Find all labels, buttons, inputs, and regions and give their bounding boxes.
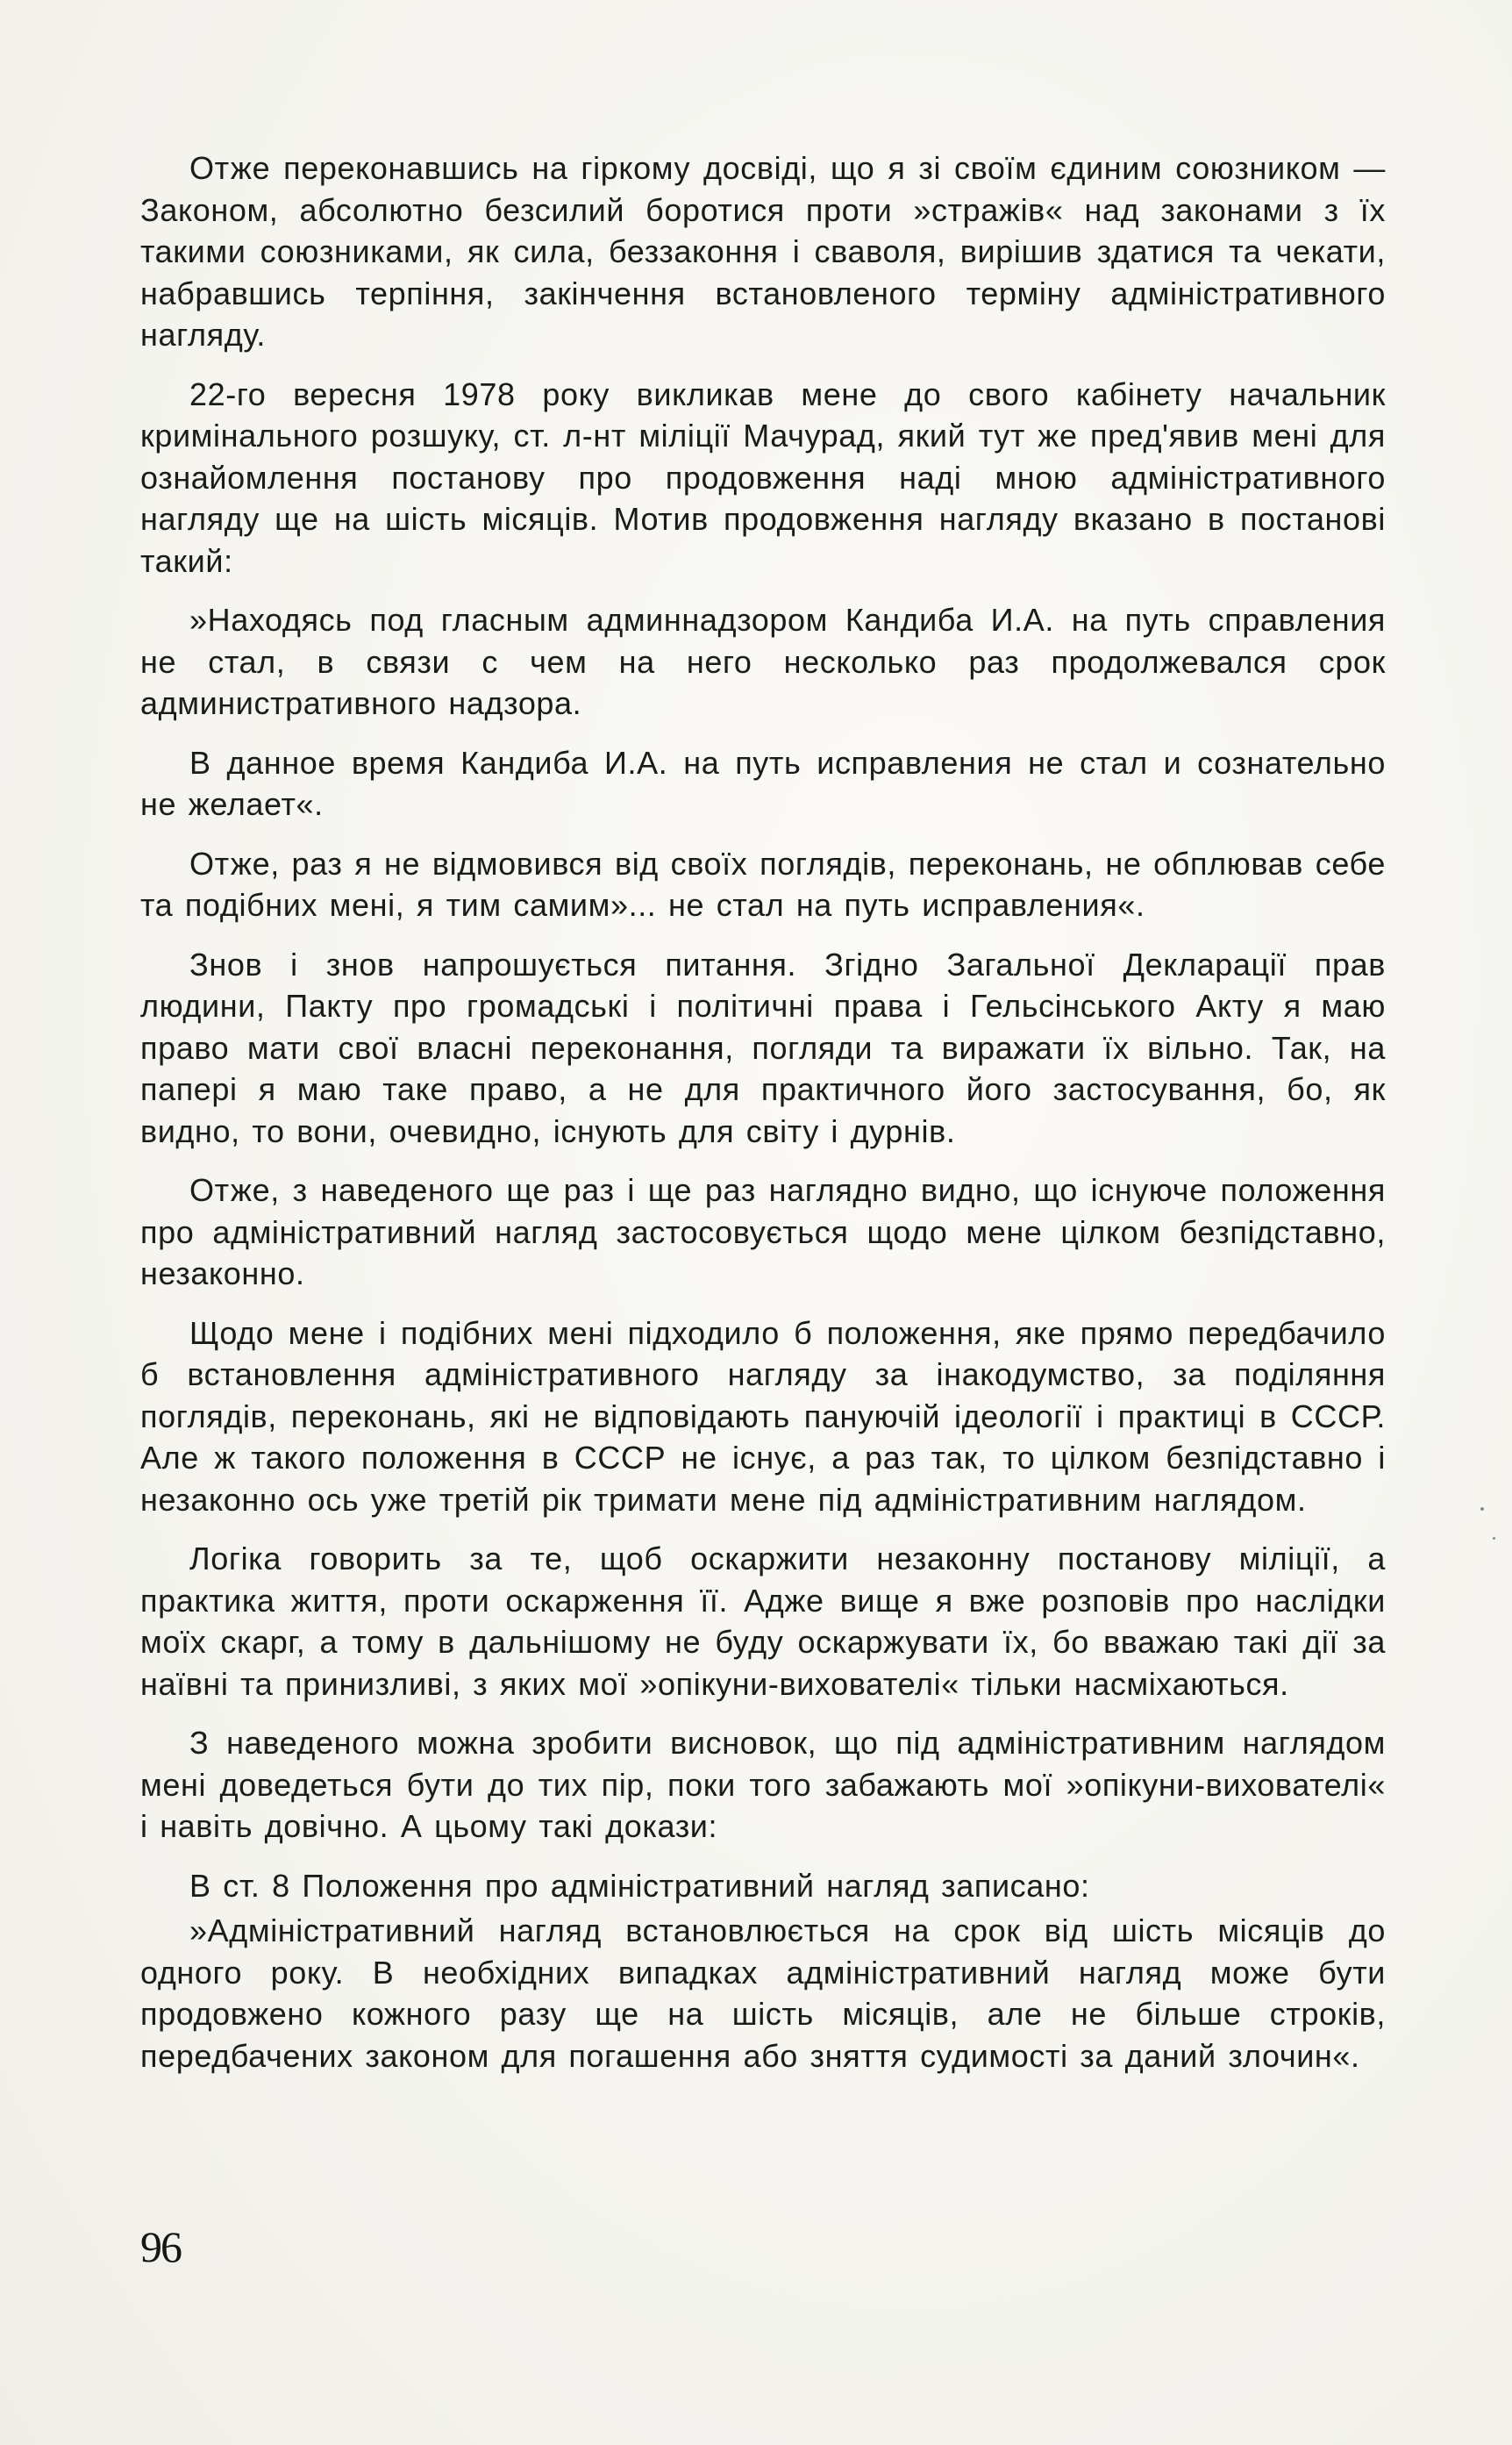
paragraph-5: Отже, з наведеного ще раз і ще раз наглядно видно, що існуюче положення про адміністративний нагляд застосовується щодо мене цілком безпідставно, незаконно. [140, 1172, 1386, 1291]
paragraph-9: В ст. 8 Положення про адміністративний нагляд записано: [189, 1867, 1090, 1904]
paragraph-6: Щодо мене і подібних мені підходило б положення, яке прямо передбачило б встановлення адміністративного нагляду за інакодумство, за поділяння поглядів, переконань, які не відповідають пануючій ідеології і практиці в СССР. Але ж такого положення в СССР не існує, а раз так, то цілком безпідставно і незаконно ось уже третій рік тримати мене під адміністративним наглядом. [140, 1314, 1386, 1518]
paragraph-2: 22-го вересня 1978 року викликав мене до свого кабінету начальник кримінального розшуку, ст. л-нт міліції Мачурад, який тут же пред'явив мені для ознайомлення постанову про продовження наді мною адміністративного нагляду ще на шість місяців. Мотив продовження нагляду вказано в постанові такий: [140, 375, 1386, 579]
scan-speck [1480, 1507, 1484, 1511]
quote-paragraph-2: В данное время Кандиба И.А. на путь исправления не стал и сознательно не желает«. [140, 744, 1386, 822]
body-text [140, 147, 1386, 2094]
paragraph-3: Отже, раз я не відмовився від своїх поглядів, переконань, не обплював себе та подібних мені, я тим самим»... не стал на путь исправления«. [140, 845, 1386, 923]
paragraph-1: Отже переконавшись на гіркому досвіді, що я зі своїм єдиним союзником — Законом, абсолютно безсилий боротися проти »стражів« над законами з їх такими союзниками, як сила, беззаконня і сваволя, вирішив здатися та чекати, набравшись терпіння, закінчення встановленого терміну адміністративного нагляду. [140, 150, 1386, 353]
quote-paragraph-3: »Адміністративний нагляд встановлюється на срок від шість місяців до одного року. В необхідних випадках адміністративний нагляд може бути продовжено кожного разу ще на шість місяців, але не більше строків, передбачених законом для погашення або зняття судимості за даний злочин«. [140, 1912, 1386, 2074]
paragraph-8: З наведеного можна зробити висновок, що під адміністративним наглядом мені доведеться бути до тих пір, поки того забажають мої »опікуни-вихователі« і навіть довічно. А цьому такі докази: [140, 1725, 1386, 1844]
paragraph-7: Логіка говорить за те, щоб оскаржити незаконну постанову міліції, а практика життя, проти оскарження її. Адже вище я вже розповів про наслідки моїх скарг, а тому в дальнішому не буду оскаржувати їх, бо вважаю такі дії за наївні та принизливі, з яких мої »опікуни-вихователі« тільки насміхаються. [140, 1541, 1386, 1702]
scan-speck [1493, 1537, 1495, 1540]
quote-paragraph-1: »Находясь под гласным админнадзором Кандиба И.А. на путь справления не стал, в связи с чем на него несколько раз продолжевался срок административного надзора. [140, 602, 1386, 721]
page-number: 96 [140, 2222, 181, 2271]
paragraph-4: Знов і знов напрошується питання. Згідно Загальної Декларації прав людини, Пакту про громадські і політичні права і Гельсінського Акту я маю право мати свої власні переконання, погляди та виражати їх вільно. Так, на папері я маю таке право, а не для практичного його застосування, бо, як видно, то вони, очевидно, існують для світу і дурнів. [140, 946, 1386, 1149]
